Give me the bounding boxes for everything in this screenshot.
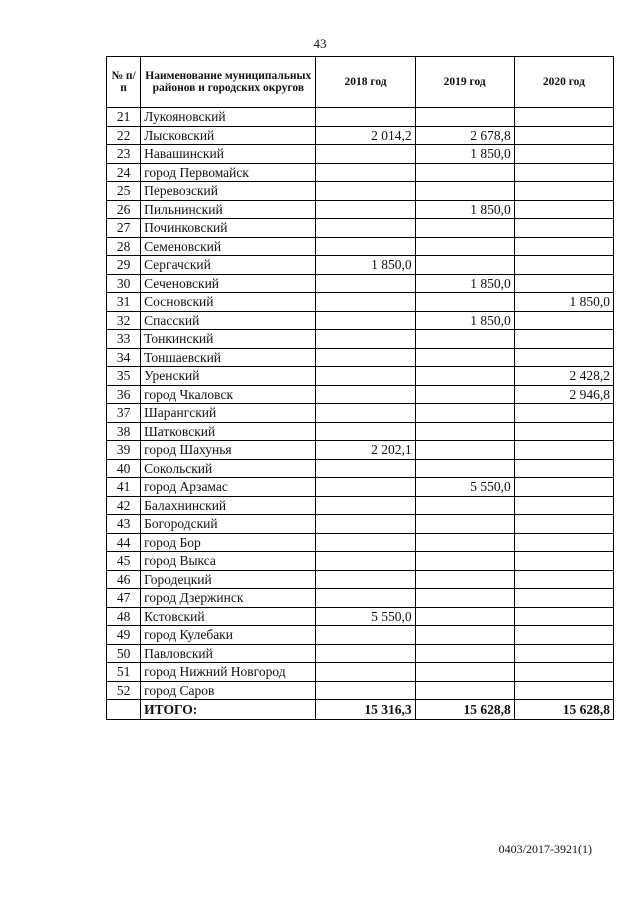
value-2020 (514, 626, 613, 645)
district-name: город Дзержинск (141, 589, 316, 608)
row-number: 45 (107, 552, 141, 571)
table-row (107, 219, 614, 238)
table-row (107, 126, 614, 145)
district-name: Тонкинский (141, 330, 316, 349)
table-row (107, 163, 614, 182)
value-2019: 1 850,0 (415, 145, 514, 164)
row-number: 32 (107, 311, 141, 330)
value-2019: 5 550,0 (415, 478, 514, 497)
district-name: Тоншаевский (141, 348, 316, 367)
value-2018 (316, 663, 415, 682)
value-2020 (514, 515, 613, 534)
row-number: 44 (107, 533, 141, 552)
value-2019 (415, 367, 514, 386)
table-row (107, 607, 614, 626)
value-2018 (316, 293, 415, 312)
value-2020 (514, 496, 613, 515)
value-2019: 2 678,8 (415, 126, 514, 145)
row-number: 21 (107, 108, 141, 127)
value-2019 (415, 607, 514, 626)
table-row (107, 200, 614, 219)
table-row (107, 552, 614, 571)
header-name: Наименование муниципальных районов и городских округов (141, 57, 316, 108)
value-2019 (415, 422, 514, 441)
value-2020: 1 850,0 (514, 293, 613, 312)
row-number: 33 (107, 330, 141, 349)
district-name: Перевозский (141, 182, 316, 201)
value-2019: 1 850,0 (415, 311, 514, 330)
value-2019 (415, 330, 514, 349)
table-row (107, 478, 614, 497)
document-code: 0403/2017-3921(1) (498, 842, 592, 856)
value-2018 (316, 145, 415, 164)
value-2019 (415, 441, 514, 460)
value-2018: 5 550,0 (316, 607, 415, 626)
value-2018 (316, 385, 415, 404)
value-2019 (415, 533, 514, 552)
value-2018 (316, 478, 415, 497)
value-2019 (415, 589, 514, 608)
total-2018: 15 316,3 (316, 700, 415, 720)
district-name: Пильнинский (141, 200, 316, 219)
value-2019 (415, 348, 514, 367)
table-row (107, 570, 614, 589)
table-row (107, 274, 614, 293)
header-2020: 2020 год (514, 57, 613, 108)
table-row (107, 404, 614, 423)
district-name: Шарангский (141, 404, 316, 423)
value-2019 (415, 163, 514, 182)
value-2020 (514, 607, 613, 626)
row-number: 28 (107, 237, 141, 256)
district-name: Спасский (141, 311, 316, 330)
value-2020 (514, 570, 613, 589)
table-row (107, 496, 614, 515)
value-2019 (415, 459, 514, 478)
table-row (107, 533, 614, 552)
row-number: 37 (107, 404, 141, 423)
district-name: Сосновский (141, 293, 316, 312)
value-2019 (415, 663, 514, 682)
value-2020 (514, 330, 613, 349)
table-row (107, 441, 614, 460)
table-row (107, 237, 614, 256)
value-2018 (316, 219, 415, 238)
value-2019 (415, 515, 514, 534)
row-number: 43 (107, 515, 141, 534)
value-2020 (514, 533, 613, 552)
table-row (107, 145, 614, 164)
value-2018 (316, 644, 415, 663)
district-name: Лукояновский (141, 108, 316, 127)
value-2020 (514, 441, 613, 460)
value-2020 (514, 422, 613, 441)
value-2018: 2 202,1 (316, 441, 415, 460)
value-2018 (316, 570, 415, 589)
table-row (107, 311, 614, 330)
row-number: 24 (107, 163, 141, 182)
value-2019 (415, 293, 514, 312)
district-name: город Нижний Новгород (141, 663, 316, 682)
row-number: 31 (107, 293, 141, 312)
value-2018 (316, 182, 415, 201)
table-row (107, 108, 614, 127)
value-2020 (514, 681, 613, 700)
value-2018 (316, 163, 415, 182)
table-row (107, 367, 614, 386)
district-name: Балахнинский (141, 496, 316, 515)
district-name: Уренский (141, 367, 316, 386)
table-row (107, 626, 614, 645)
value-2018 (316, 330, 415, 349)
district-name: город Кулебаки (141, 626, 316, 645)
table-row (107, 459, 614, 478)
district-name: город Арзамас (141, 478, 316, 497)
value-2019 (415, 681, 514, 700)
value-2018: 2 014,2 (316, 126, 415, 145)
table-body (107, 108, 614, 700)
row-number: 30 (107, 274, 141, 293)
value-2019 (415, 644, 514, 663)
value-2018: 1 850,0 (316, 256, 415, 275)
value-2019 (415, 219, 514, 238)
value-2020 (514, 274, 613, 293)
district-name: город Первомайск (141, 163, 316, 182)
row-number: 41 (107, 478, 141, 497)
value-2018 (316, 200, 415, 219)
table-row (107, 515, 614, 534)
value-2019 (415, 552, 514, 571)
value-2018 (316, 348, 415, 367)
header-2019: 2019 год (415, 57, 514, 108)
row-number: 34 (107, 348, 141, 367)
value-2018 (316, 626, 415, 645)
row-number: 26 (107, 200, 141, 219)
value-2020 (514, 108, 613, 127)
row-number: 38 (107, 422, 141, 441)
district-name: Богородский (141, 515, 316, 534)
total-label: ИТОГО: (141, 700, 316, 720)
value-2018 (316, 681, 415, 700)
value-2018 (316, 533, 415, 552)
value-2018 (316, 515, 415, 534)
value-2020 (514, 589, 613, 608)
value-2020 (514, 459, 613, 478)
total-row (107, 700, 614, 720)
row-number: 22 (107, 126, 141, 145)
budget-table (106, 56, 614, 720)
value-2019 (415, 626, 514, 645)
value-2019: 1 850,0 (415, 200, 514, 219)
district-name: город Саров (141, 681, 316, 700)
row-number: 51 (107, 663, 141, 682)
district-name: Шатковский (141, 422, 316, 441)
row-number: 23 (107, 145, 141, 164)
page-number: 43 (313, 36, 327, 51)
district-name: Сергачский (141, 256, 316, 275)
district-name: Городецкий (141, 570, 316, 589)
district-name: город Выкса (141, 552, 316, 571)
district-name: город Шахунья (141, 441, 316, 460)
district-name: Павловский (141, 644, 316, 663)
value-2020 (514, 478, 613, 497)
table-header-row (107, 57, 614, 108)
row-number: 52 (107, 681, 141, 700)
district-name: Сокольский (141, 459, 316, 478)
table-row (107, 293, 614, 312)
value-2018 (316, 459, 415, 478)
row-number: 39 (107, 441, 141, 460)
value-2020 (514, 182, 613, 201)
value-2020 (514, 644, 613, 663)
table-row (107, 182, 614, 201)
value-2019 (415, 108, 514, 127)
row-number: 40 (107, 459, 141, 478)
district-name: город Чкаловск (141, 385, 316, 404)
value-2019 (415, 496, 514, 515)
row-number: 29 (107, 256, 141, 275)
total-2020: 15 628,8 (514, 700, 613, 720)
value-2020 (514, 552, 613, 571)
value-2020 (514, 256, 613, 275)
table-row (107, 663, 614, 682)
value-2020 (514, 348, 613, 367)
row-number: 48 (107, 607, 141, 626)
value-2019 (415, 182, 514, 201)
value-2018 (316, 552, 415, 571)
value-2019 (415, 570, 514, 589)
row-number: 27 (107, 219, 141, 238)
total-num-cell (107, 700, 141, 720)
value-2020 (514, 663, 613, 682)
value-2019 (415, 385, 514, 404)
value-2020 (514, 163, 613, 182)
table-row (107, 422, 614, 441)
district-name: Семеновский (141, 237, 316, 256)
value-2018 (316, 237, 415, 256)
row-number: 42 (107, 496, 141, 515)
value-2018 (316, 422, 415, 441)
table-row (107, 330, 614, 349)
row-number: 47 (107, 589, 141, 608)
value-2018 (316, 274, 415, 293)
table-row (107, 644, 614, 663)
district-name: Лысковский (141, 126, 316, 145)
header-2018: 2018 год (316, 57, 415, 108)
table-row (107, 256, 614, 275)
value-2018 (316, 108, 415, 127)
table-row (107, 681, 614, 700)
value-2020 (514, 404, 613, 423)
district-name: Кстовский (141, 607, 316, 626)
value-2018 (316, 404, 415, 423)
value-2018 (316, 311, 415, 330)
value-2020 (514, 200, 613, 219)
value-2020 (514, 237, 613, 256)
value-2018 (316, 496, 415, 515)
value-2019 (415, 256, 514, 275)
row-number: 49 (107, 626, 141, 645)
value-2020: 2 428,2 (514, 367, 613, 386)
row-number: 50 (107, 644, 141, 663)
row-number: 36 (107, 385, 141, 404)
district-name: Навашинский (141, 145, 316, 164)
value-2020: 2 946,8 (514, 385, 613, 404)
value-2020 (514, 311, 613, 330)
value-2019: 1 850,0 (415, 274, 514, 293)
value-2020 (514, 219, 613, 238)
value-2019 (415, 237, 514, 256)
table-row (107, 348, 614, 367)
district-name: Починковский (141, 219, 316, 238)
district-name: город Бор (141, 533, 316, 552)
district-name: Сеченовский (141, 274, 316, 293)
value-2018 (316, 367, 415, 386)
value-2018 (316, 589, 415, 608)
table-row (107, 385, 614, 404)
table-row (107, 589, 614, 608)
row-number: 25 (107, 182, 141, 201)
value-2019 (415, 404, 514, 423)
value-2020 (514, 126, 613, 145)
row-number: 35 (107, 367, 141, 386)
header-num: № п/п (107, 57, 141, 108)
value-2020 (514, 145, 613, 164)
row-number: 46 (107, 570, 141, 589)
total-2019: 15 628,8 (415, 700, 514, 720)
